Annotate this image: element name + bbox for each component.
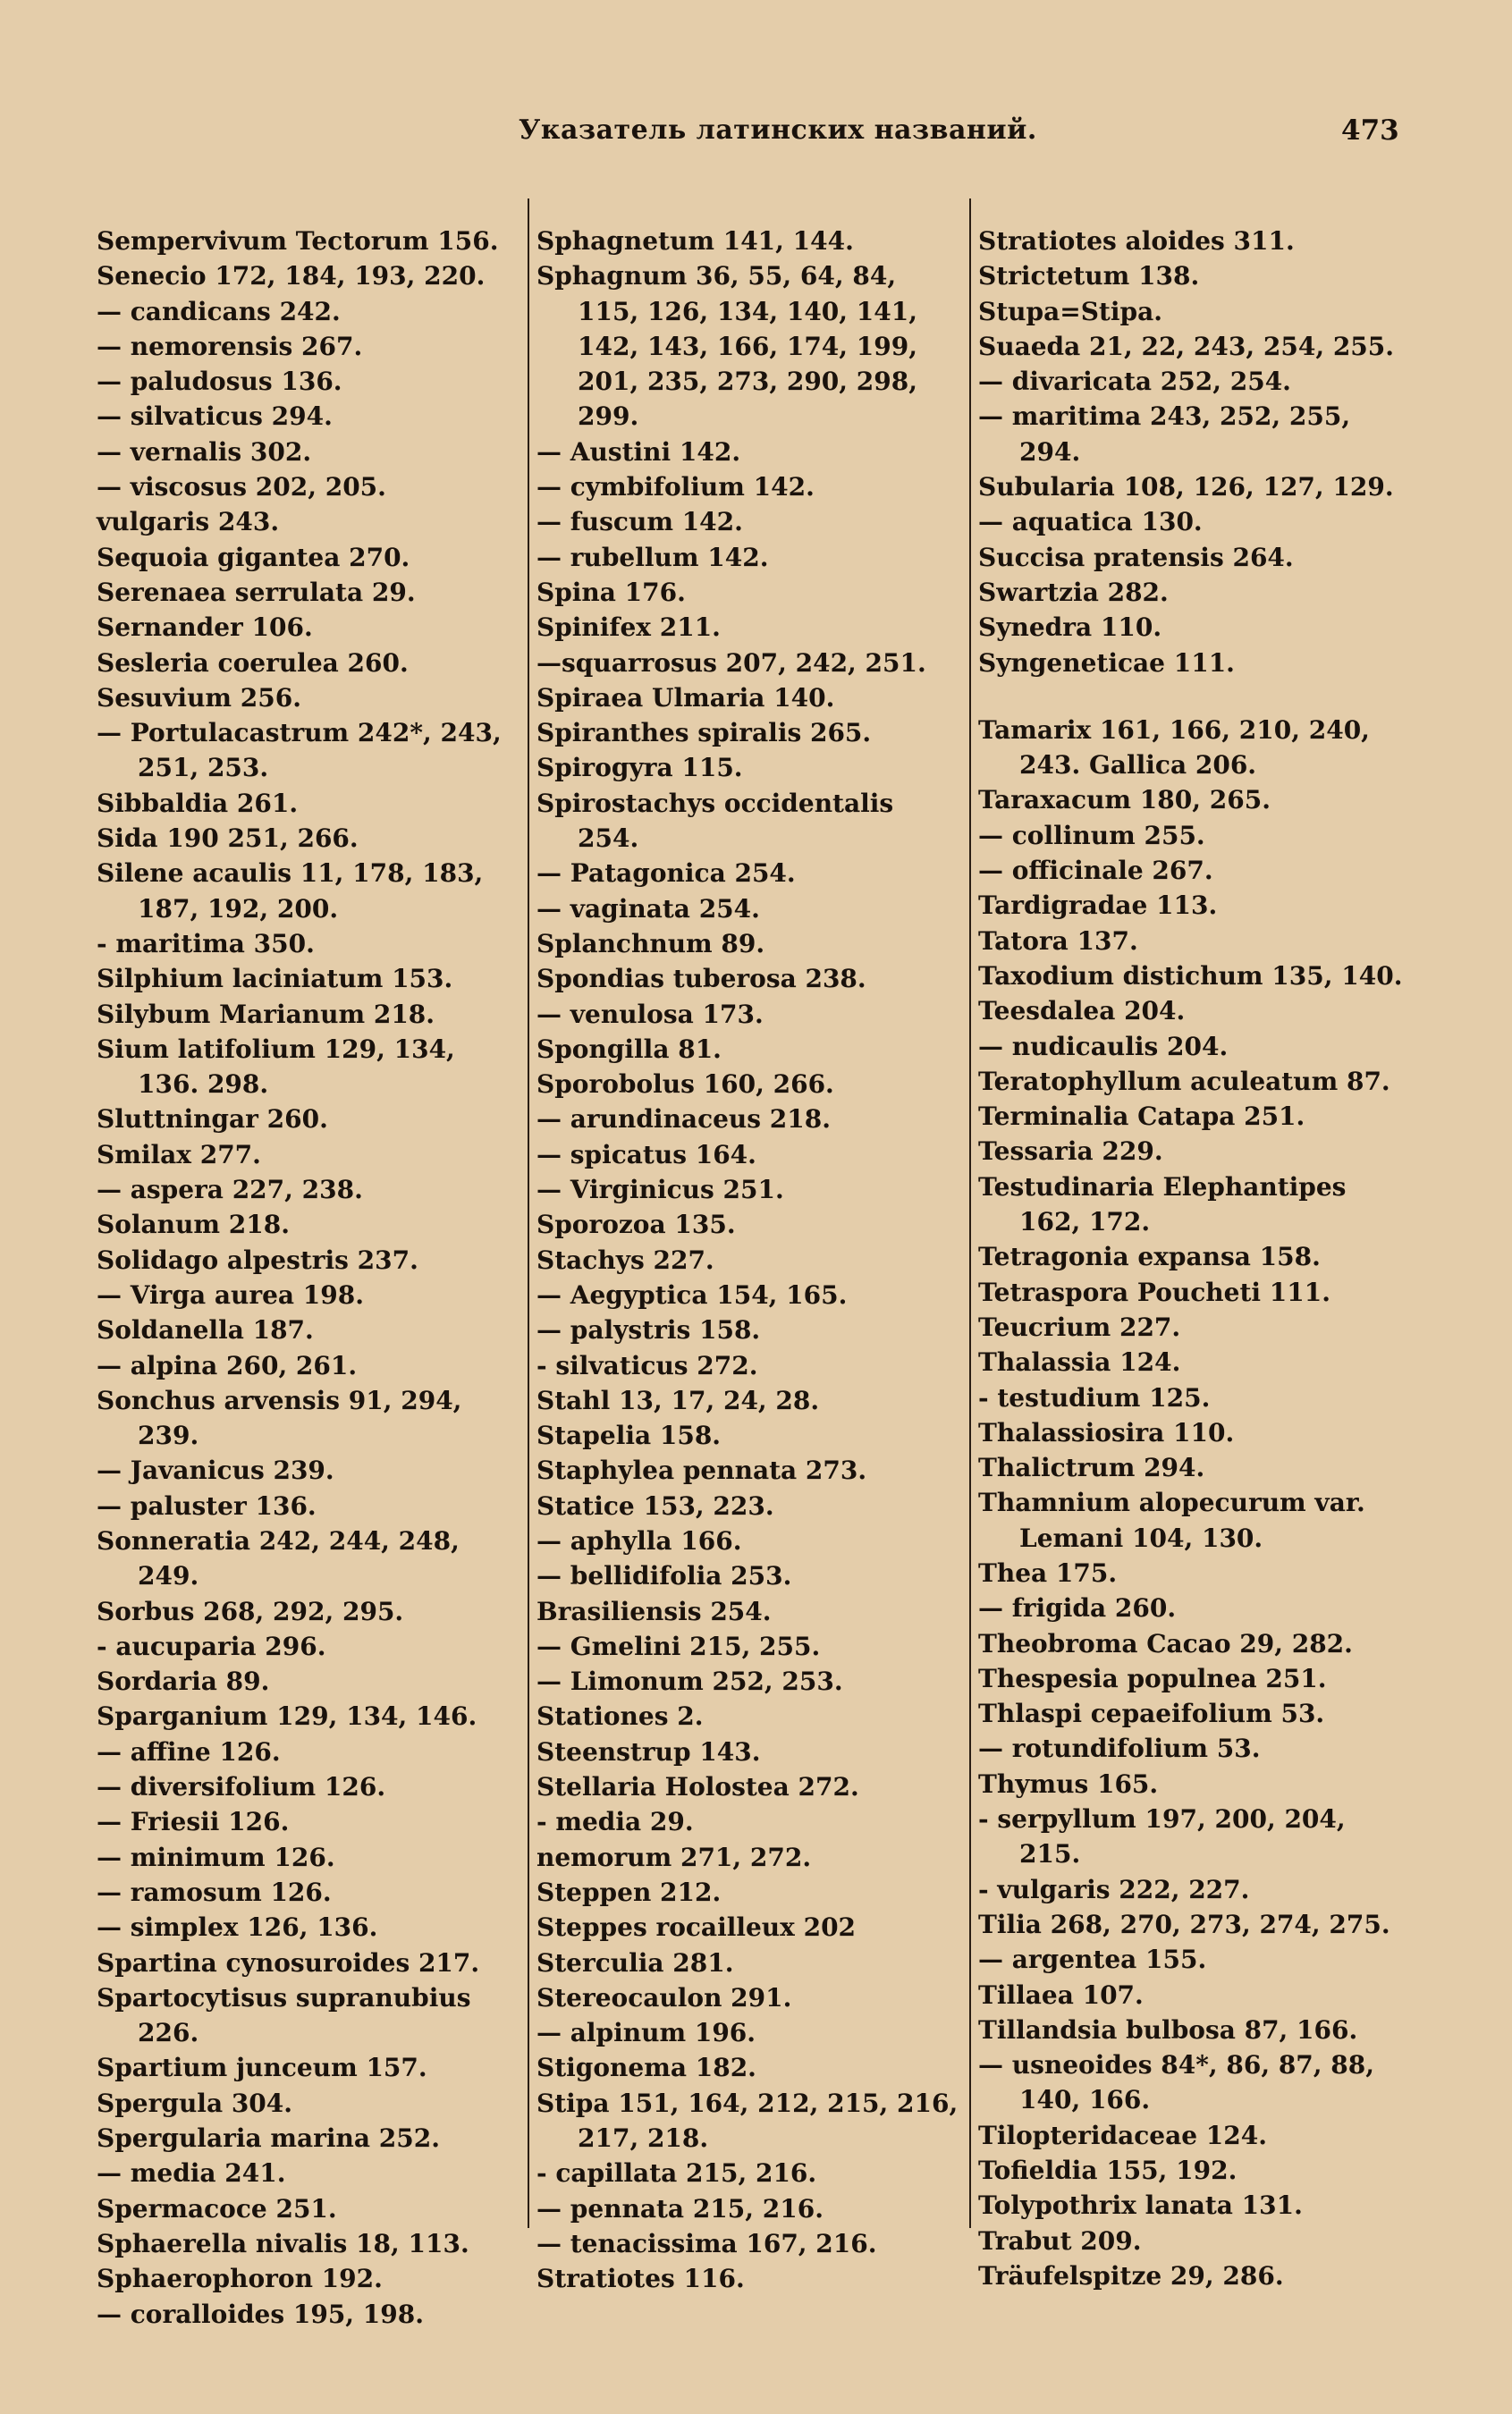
- index-entry: Spergula 304.: [97, 2088, 293, 2118]
- index-entry: Splanchnum 89.: [536, 928, 765, 958]
- index-entry: Synedra 110.: [978, 612, 1162, 643]
- index-entry: Tilia 268, 270, 273, 274, 275.: [978, 1909, 1390, 1939]
- index-entry: Teratophyllum aculeatum 87.: [978, 1066, 1390, 1096]
- index-entry: Stahl 13, 17, 24, 28.: [536, 1385, 820, 1415]
- index-entry: Stereocaulon 291.: [536, 1982, 792, 2013]
- index-entry: Thalictrum 294.: [978, 1453, 1205, 1483]
- index-entry: Sernander 106.: [97, 612, 313, 643]
- index-entry: Staphylea pennata 273.: [536, 1456, 867, 1486]
- index-entry: Swartzia 282.: [978, 577, 1169, 607]
- index-entry: Sphagnetum 141, 144.: [536, 226, 854, 256]
- index-entry: Smilax 277.: [97, 1139, 261, 1169]
- index-entry: Serenaea serrulata 29.: [97, 577, 416, 607]
- index-entry: Spirogyra 115.: [536, 753, 743, 783]
- index-entry: Sphaerophoron 192.: [97, 2264, 383, 2294]
- index-entry: — aspera 227, 238.: [97, 1175, 363, 1205]
- index-entry: Spina 176.: [536, 577, 686, 607]
- index-entry: Spartina cynosuroides 217.: [97, 1947, 480, 1978]
- index-entry: Spergularia marina 252.: [97, 2123, 440, 2154]
- index-entry: Sesleria coerulea 260.: [97, 647, 409, 678]
- index-entry: — Gmelini 215, 255.: [536, 1631, 821, 1661]
- index-entry: Sibbaldia 261.: [97, 788, 299, 818]
- index-entry: — aphylla 166.: [536, 1525, 742, 1556]
- index-entry: —squarrosus 207, 242, 251.: [536, 647, 926, 678]
- index-entry: Spinifex 211.: [536, 612, 721, 643]
- index-entry: Teucrium 227.: [978, 1312, 1181, 1342]
- index-entry: Solidago alpestris 237.: [97, 1245, 418, 1275]
- index-entry: — frigida 260.: [978, 1593, 1177, 1624]
- index-entry: Sporobolus 160, 266.: [536, 1069, 834, 1100]
- index-entry: — fuscum 142.: [536, 507, 743, 537]
- index-entry: — coralloides 195, 198.: [97, 2299, 424, 2329]
- index-entry: Steppen 212.: [536, 1877, 722, 1907]
- index-entry: — bellidifolia 253.: [536, 1561, 792, 1591]
- index-entry: Sphaerella nivalis 18, 113.: [97, 2228, 469, 2258]
- index-entry: Sphagnum 36, 55, 64, 84, 115, 126, 134, 140, 141, 142, 143, 166, 174, 199, 201, 235, 273, 290, 298, 299.: [536, 261, 917, 432]
- index-entry: — Portulacastrum 242*, 243, 251, 253.: [97, 718, 502, 783]
- index-entry: Thespesia populnea 251.: [978, 1663, 1327, 1693]
- index-entry: — spicatus 164.: [536, 1139, 756, 1169]
- index-entry: vulgaris 243.: [97, 507, 280, 537]
- index-entry: Sesuvium 256.: [97, 682, 301, 713]
- index-entry: Tessaria 229.: [978, 1136, 1163, 1167]
- column-divider: [528, 198, 529, 2228]
- index-entry: Succisa pratensis 264.: [978, 542, 1294, 572]
- index-entry: Thlaspi cepaeifolium 53.: [978, 1699, 1325, 1729]
- index-entry: Tetraspora Poucheti 111.: [978, 1277, 1330, 1307]
- index-entry: — Aegyptica 154, 165.: [536, 1279, 848, 1310]
- index-entry: Strictetum 138.: [978, 261, 1200, 291]
- index-entry: — Patagonica 254.: [536, 858, 796, 889]
- index-entry: — usneoides 84*, 86, 87, 88, 140, 166.: [978, 2050, 1374, 2115]
- index-entry: — viscosus 202, 205.: [97, 472, 386, 502]
- index-entry: — cymbifolium 142.: [536, 472, 815, 502]
- index-entry: — Friesii 126.: [97, 1807, 290, 1837]
- index-entry: Spiraea Ulmaria 140.: [536, 682, 835, 713]
- index-entry: — Limonum 252, 253.: [536, 1667, 843, 1697]
- index-entry: Stellaria Holostea 272.: [536, 1772, 859, 1802]
- index-entry: — vaginata 254.: [536, 893, 760, 924]
- index-entry: Sequoia gigantea 270.: [97, 542, 410, 572]
- index-entry: Tilopteridaceae 124.: [978, 2120, 1267, 2150]
- index-entry: Silene acaulis 11, 178, 183, 187, 192, 200.: [97, 858, 484, 924]
- index-entry: Sium latifolium 129, 134, 136. 298.: [97, 1034, 455, 1100]
- index-entry: Steppes rocailleux 202: [536, 1912, 857, 1943]
- index-entry: Sluttningar 260.: [97, 1104, 328, 1135]
- index-entry: Stupa=Stipa.: [978, 296, 1162, 326]
- index-entry: Statice 153, 223.: [536, 1490, 774, 1521]
- index-entry: — vernalis 302.: [97, 436, 312, 467]
- index-entry: Tetragonia expansa 158.: [978, 1242, 1321, 1272]
- index-entry: — pennata 215, 216.: [536, 2193, 824, 2224]
- index-entry: — collinum 255.: [978, 820, 1205, 850]
- index-entry: Sordaria 89.: [97, 1667, 270, 1697]
- index-entry: Spartocytisus supranubius 226.: [97, 1982, 471, 2048]
- index-entry: — maritima 243, 252, 255, 294.: [978, 401, 1351, 467]
- index-entry: — palystris 158.: [536, 1315, 761, 1346]
- index-entry: Theobroma Cacao 29, 282.: [978, 1628, 1353, 1659]
- index-entry: Taxodium distichum 135, 140.: [978, 960, 1403, 991]
- index-entry: — simplex 126, 136.: [97, 1912, 378, 1943]
- index-entry: Sorbus 268, 292, 295.: [97, 1596, 404, 1626]
- index-entry: — divaricata 252, 254.: [978, 367, 1291, 397]
- index-entry: Thea 175.: [978, 1557, 1118, 1588]
- index-entry: Sempervivum Tectorum 156.: [97, 226, 499, 256]
- page-number: 473: [1341, 114, 1399, 147]
- index-entry: Spermacoce 251.: [97, 2193, 337, 2224]
- index-entry: — Virginicus 251.: [536, 1175, 784, 1205]
- index-entry: — argentea 155.: [978, 1945, 1207, 1975]
- index-entry: Stachys 227.: [536, 1245, 714, 1275]
- index-entry: - vulgaris 222, 227.: [978, 1874, 1250, 1904]
- index-column-2: [536, 224, 962, 2294]
- index-entry: — aquatica 130.: [978, 507, 1203, 537]
- index-entry: — ramosum 126.: [97, 1877, 332, 1907]
- index-entry: - capillata 215, 216.: [536, 2158, 817, 2189]
- index-entry: Brasiliensis 254.: [536, 1596, 772, 1626]
- index-entry: Senecio 172, 184, 193, 220.: [97, 261, 486, 291]
- index-entry: — arundinaceus 218.: [536, 1104, 831, 1135]
- index-entry: — alpina 260, 261.: [97, 1350, 358, 1380]
- index-entry: — affine 126.: [97, 1736, 281, 1767]
- index-entry: Sonneratia 242, 244, 248, 249.: [97, 1525, 460, 1591]
- index-entry: — nemorensis 267.: [97, 331, 363, 361]
- index-entry: nemorum 271, 272.: [536, 1842, 812, 1872]
- index-entry: Stigonema 182.: [536, 2053, 756, 2083]
- index-entry: Spiranthes spiralis 265.: [536, 718, 872, 748]
- index-entry: Thamnium alopecurum var. Lemani 104, 130.: [978, 1488, 1365, 1553]
- index-entry: - aucuparia 296.: [97, 1631, 326, 1661]
- index-entry: Solanum 218.: [97, 1210, 290, 1240]
- index-entry: — rotundifolium 53.: [978, 1734, 1261, 1764]
- index-entry: - testudium 125.: [978, 1382, 1211, 1413]
- index-entry: Spartium junceum 157.: [97, 2053, 427, 2083]
- index-entry: — paluster 136.: [97, 1490, 317, 1521]
- index-entry: Thalassiosira 110.: [978, 1417, 1235, 1448]
- index-entry: Soldanella 187.: [97, 1315, 314, 1346]
- index-entry: Stationes 2.: [536, 1701, 704, 1732]
- index-entry: Teesdalea 204.: [978, 996, 1186, 1026]
- index-entry: Sterculia 281.: [536, 1947, 734, 1978]
- index-entry: — silvaticus 294.: [97, 401, 333, 432]
- index-entry: — Javanicus 239.: [97, 1456, 334, 1486]
- index-entry: Testudinaria Elephantipes 162, 172.: [978, 1171, 1347, 1237]
- index-entry: Tillaea 107.: [978, 1979, 1144, 2010]
- index-entry: Stratiotes aloides 311.: [978, 226, 1295, 256]
- index-column-1: [97, 224, 524, 2329]
- index-entry: - media 29.: [536, 1807, 694, 1837]
- index-entry: — tenacissima 167, 216.: [536, 2228, 877, 2258]
- index-entry: Steenstrup 143.: [536, 1736, 761, 1767]
- index-entry: Silybum Marianum 218.: [97, 999, 435, 1029]
- index-entry: Tatora 137.: [978, 925, 1138, 956]
- index-entry: — nudicaulis 204.: [978, 1031, 1229, 1061]
- index-entry: Stipa 151, 164, 212, 215, 216, 217, 218.: [536, 2088, 959, 2154]
- index-entry: Spondias tuberosa 238.: [536, 964, 866, 994]
- column-divider: [969, 198, 971, 2228]
- index-entry: — Austini 142.: [536, 436, 741, 467]
- index-entry: Trabut 209.: [978, 2225, 1142, 2256]
- index-entry: Thalassia 124.: [978, 1347, 1181, 1378]
- index-entry: Stratiotes 116.: [536, 2264, 745, 2294]
- index-entry: — Virga aurea 198.: [97, 1279, 364, 1310]
- index-entry: — diversifolium 126.: [97, 1772, 386, 1802]
- index-entry: Tolypothrix lanata 131.: [978, 2190, 1303, 2221]
- index-entry: Subularia 108, 126, 127, 129.: [978, 472, 1394, 502]
- index-entry: — officinale 267.: [978, 856, 1213, 886]
- index-entry: Suaeda 21, 22, 243, 254, 255.: [978, 331, 1395, 361]
- index-entry: Spongilla 81.: [536, 1034, 722, 1064]
- index-entry: Thymus 165.: [978, 1768, 1159, 1799]
- index-entry: — minimum 126.: [97, 1842, 335, 1872]
- index-entry: - maritima 350.: [97, 928, 315, 958]
- index-entry: — paludosus 136.: [97, 367, 342, 397]
- index-entry: — rubellum 142.: [536, 542, 769, 572]
- index-entry: Träufelspitze 29, 286.: [978, 2260, 1284, 2291]
- index-entry: - serpyllum 197, 200, 204, 215.: [978, 1804, 1346, 1870]
- running-title: Указатель латинских названий.: [519, 114, 1037, 146]
- index-column-3: [978, 224, 1404, 2291]
- index-entry: Tillandsia bulbosa 87, 166.: [978, 2014, 1358, 2045]
- index-entry: — alpinum 196.: [536, 2018, 756, 2048]
- index-entry: — venulosa 173.: [536, 999, 764, 1029]
- index-entry: Taraxacum 180, 265.: [978, 785, 1271, 815]
- index-entry: Sida 190 251, 266.: [97, 823, 359, 854]
- index-entry: Tamarix 161, 166, 210, 240, 243. Gallica 206.: [978, 714, 1370, 781]
- index-entry: Sporozoa 135.: [536, 1210, 736, 1240]
- index-entry: Terminalia Catapa 251.: [978, 1101, 1305, 1132]
- index-entry: — candicans 242.: [97, 296, 341, 326]
- index-entry: Tofieldia 155, 192.: [978, 2156, 1237, 2186]
- index-entry: Spirostachys occidentalis 254.: [536, 788, 894, 854]
- index-entry: Sonchus arvensis 91, 294, 239.: [97, 1385, 462, 1451]
- index-entry: Tardigradae 113.: [978, 890, 1218, 921]
- index-entry: Sparganium 129, 134, 146.: [97, 1701, 477, 1732]
- index-entry: - silvaticus 272.: [536, 1350, 758, 1380]
- index-entry: — media 241.: [97, 2158, 286, 2189]
- index-entry: Stapelia 158.: [536, 1421, 722, 1451]
- index-entry: Syngeneticae 111.: [978, 647, 1235, 678]
- index-entry: Silphium laciniatum 153.: [97, 964, 453, 994]
